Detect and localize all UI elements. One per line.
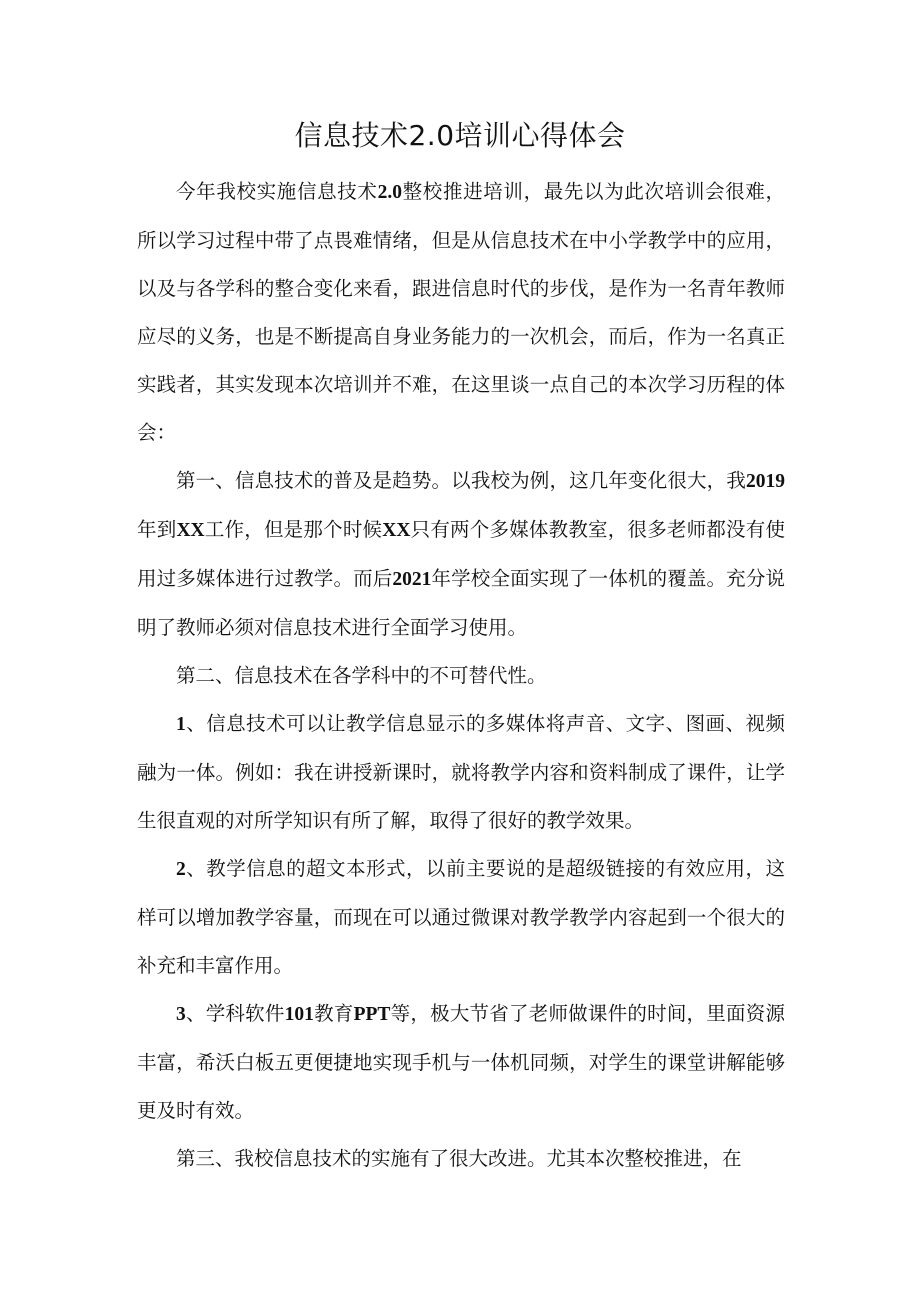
bold-segment: 2019 [746,471,785,492]
text-segment: 教育 [313,1002,354,1025]
bold-segment: 2 [176,859,186,880]
bold-segment: 2021 [392,569,432,590]
document-body [137,168,785,1183]
text-segment: 第二、信息技术在各学科中的不可替代性。 [176,664,547,687]
text-segment: 工作，但是那个时候 [204,518,383,541]
text-segment: 等，极大节省了老师做课件的时间，里面资源丰富，希沃白板五更便捷地实现手机与一体机同频，对学生的课堂讲解能够更及时有效。 [137,1002,785,1122]
paragraph-intro [137,168,785,457]
text-segment: 今年我校实施信息技术 [176,180,378,203]
text-segment: 年到 [137,518,177,541]
text-segment: 、教学信息的超文本形式，以前主要说的是超级链接的有效应用，这样可以增加教学容量，而现在可以通过微课对教学教学内容起到一个很大的补充和丰富作用。 [137,857,785,977]
paragraph-point-2-3 [137,990,785,1135]
text-segment: 只有两个多媒体教教室，很多老师都没有使用过多媒体进行过教学。而后 [137,518,785,590]
text-segment: 整校推进培训，最先以为此次培训会很难，所以学习过程中带了点畏难情绪，但是从信息技术在中小学教学中的应用，以及与各学科的整合变化来看，跟进信息时代的步伐，是作为一名青年教师应尽的义务，也是不断提高自身业务能力的一次机会，而后，作为一名真正实践者，其实发现本次培训并不难，在这里谈一点自己的本次学习历程的体会： [137,180,785,444]
bold-segment: 101 [284,1004,314,1025]
document-title: 信息技术2.0培训心得体会 [294,119,626,152]
text-segment: 年学校全面实现了一体机的覆盖。充分说明了教师必须对信息技术进行全面学习使用。 [137,567,785,639]
bold-segment: XX [176,520,205,541]
bold-segment: PPT [353,1004,391,1025]
paragraph-point-1 [137,457,785,652]
text-segment: 、学科软件 [185,1002,285,1025]
bold-segment: 1 [176,714,186,735]
bold-segment: 3 [176,1004,186,1025]
paragraph-point-2-1 [137,700,785,845]
text-segment: 、信息技术可以让教学信息显示的多媒体将声音、文字、图画、视频融为一体。例如：我在讲授新课时，就将教学内容和资料制成了课件，让学生很直观的对所学知识有所了解，取得了很好的教学效果。 [137,712,785,832]
paragraph-point-2 [137,652,785,700]
paragraph-point-2-2 [137,845,785,990]
text-segment: 第一、信息技术的普及是趋势。以我校为例，这几年变化很大，我 [176,469,746,492]
text-segment: 第三、我校信息技术的实施有了很大改进。尤其本次整校推进，在 [176,1147,742,1170]
bold-segment: XX [382,520,411,541]
bold-segment: 2.0 [377,182,402,203]
paragraph-point-3 [137,1135,785,1183]
